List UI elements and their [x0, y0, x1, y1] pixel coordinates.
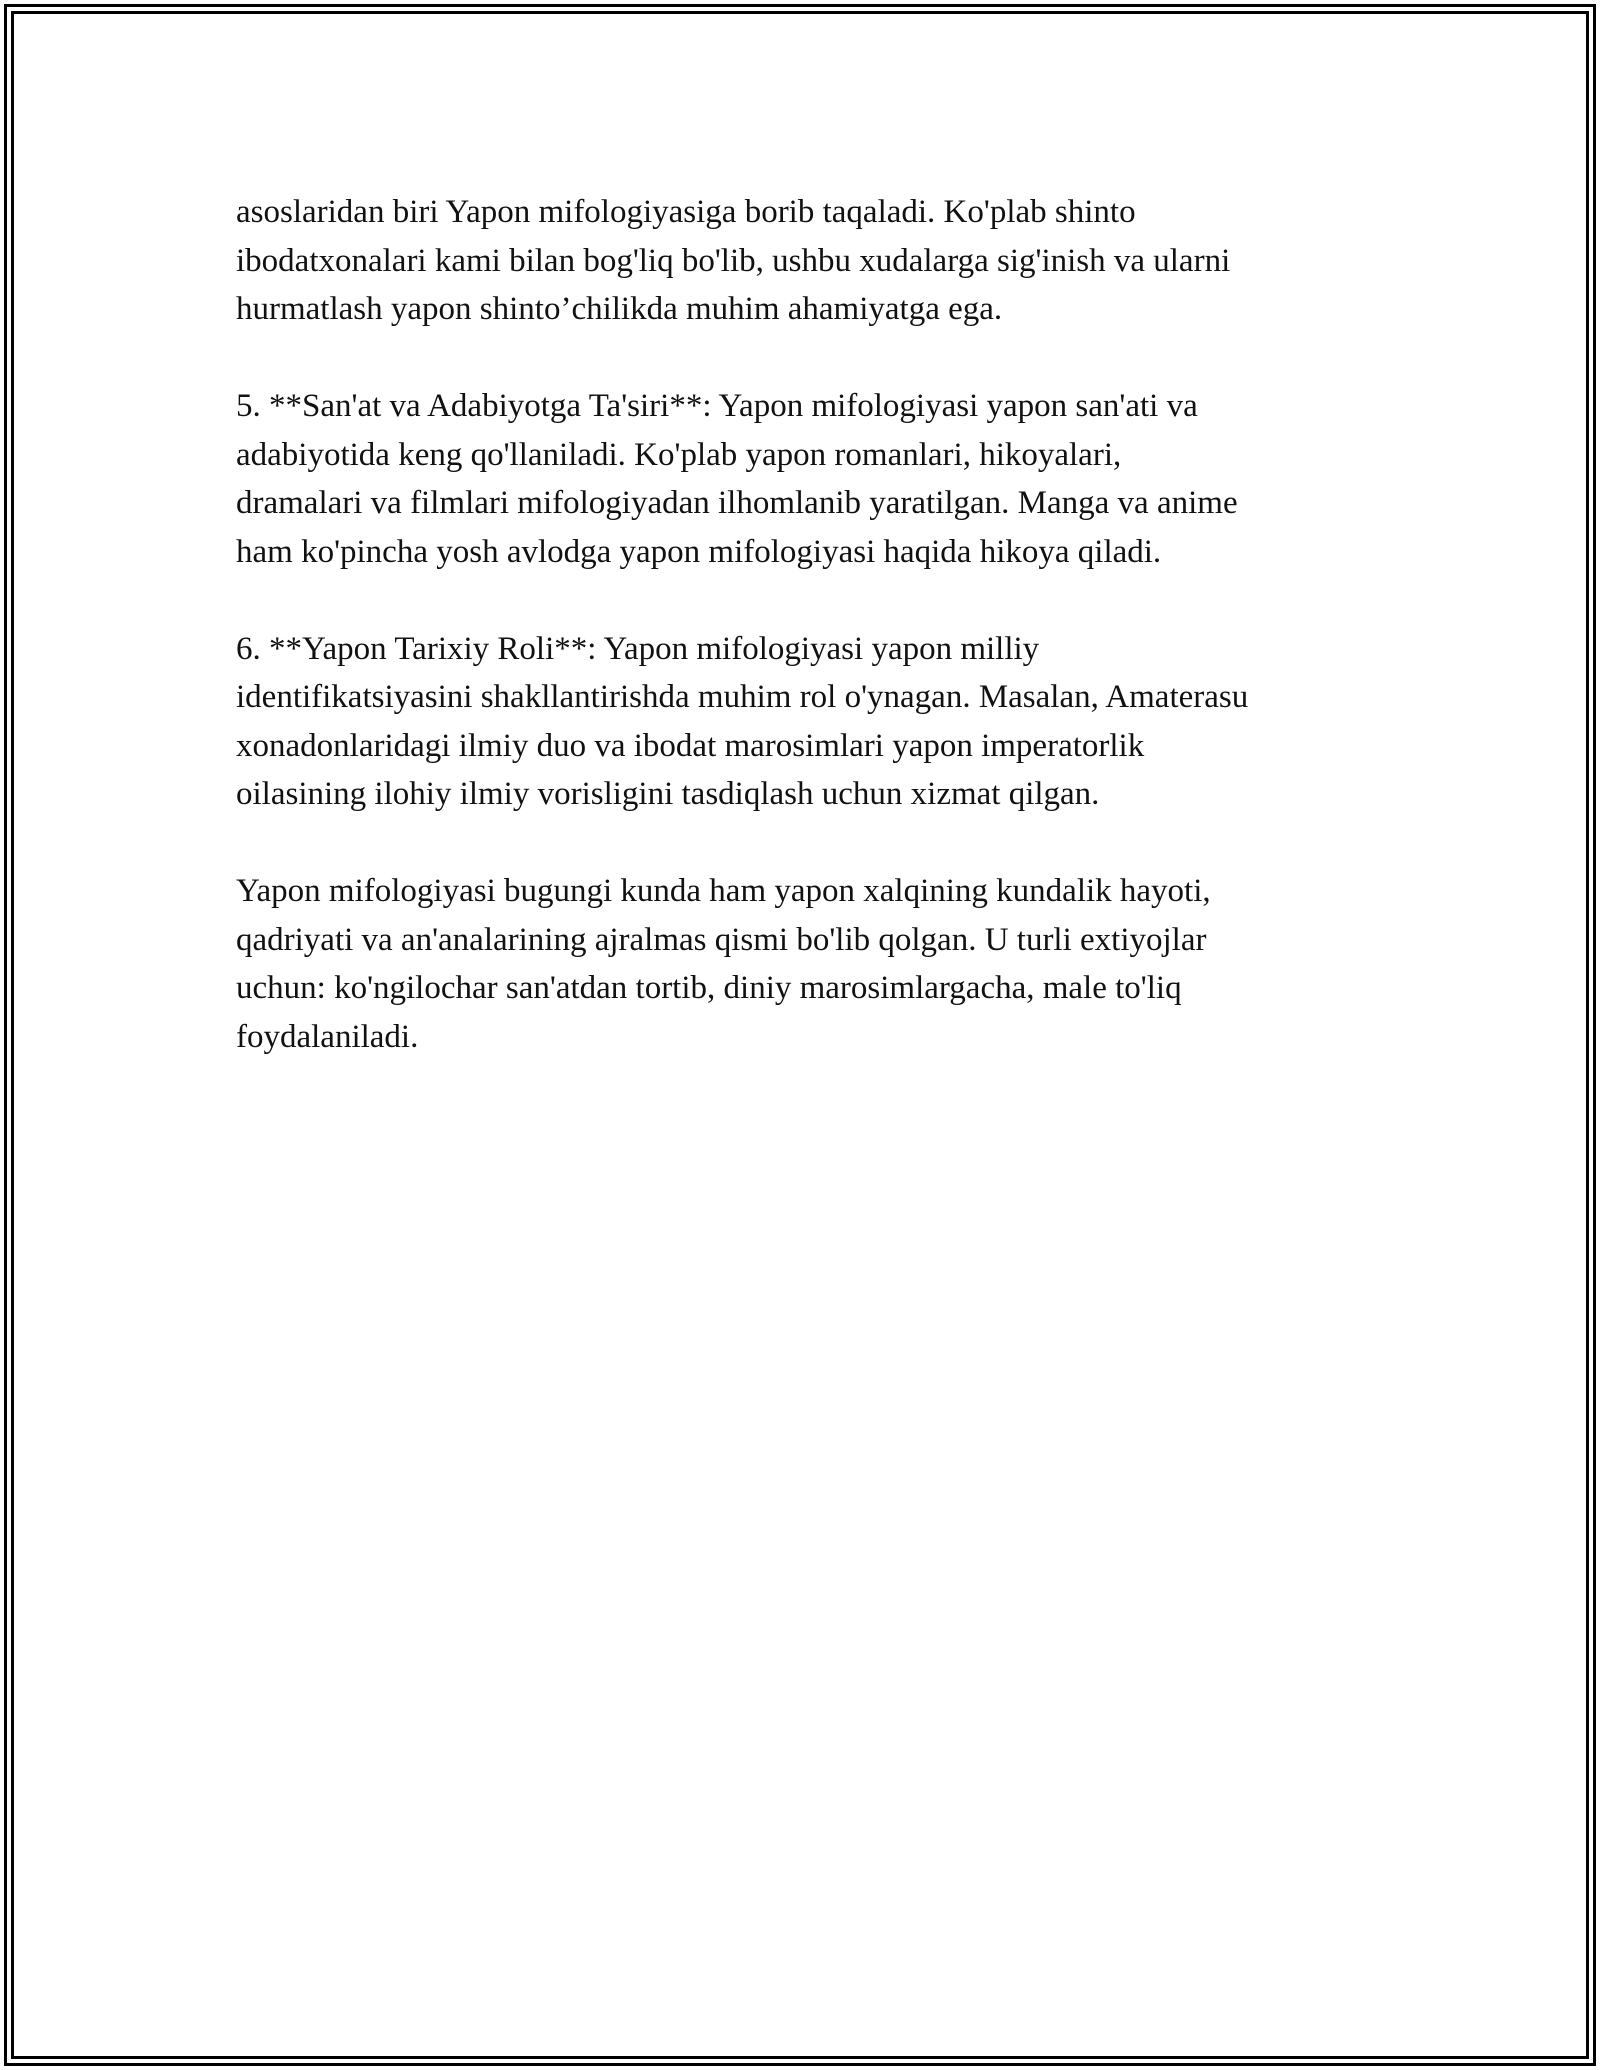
paragraph-art-literature — [236, 382, 1386, 576]
text-line: foydalaniladi. — [236, 1018, 419, 1055]
text-line: ibodatxonalari kami bilan bog'liq bo'lib, ushbu xudalarga sig'inish va ularni — [236, 242, 1231, 279]
text-line: dramalari va filmlari mifologiyadan ilhomlanib yaratilgan. Manga va anime — [236, 485, 1238, 521]
text-line: adabiyotida keng qo'llaniladi. Ko'plab yapon romanlari, hikoyalari, — [236, 436, 1122, 473]
text-line: 6. **Yapon Tarixiy Roli**: Yapon mifologiyasi yapon milliy — [236, 630, 1040, 667]
paragraph-conclusion — [236, 867, 1386, 1061]
text-line: qadriyati va an'analarining ajralmas qismi bo'lib qolgan. U turli extiyojlar — [236, 921, 1207, 958]
text-line: hurmatlash yapon shinto’chilikda muhim ahamiyatga ega. — [236, 291, 1003, 327]
text-line: ham ko'pincha yosh avlodga yapon mifologiyasi haqida hikoya qiladi. — [236, 533, 1162, 570]
text-line: oilasining ilohiy ilmiy vorisligini tasdiqlash uchun xizmat qilgan. — [236, 776, 1100, 812]
text-line: uchun: ko'ngilochar san'atdan tortib, diniy marosimlargacha, male to'liq — [236, 970, 1182, 1006]
text-line: asoslaridan biri Yapon mifologiyasiga borib taqaladi. Ko'plab shinto — [236, 194, 1136, 230]
paragraph-shinto-intro — [236, 188, 1386, 334]
text-line: Yapon mifologiyasi bugungi kunda ham yapon xalqining kundalik hayoti, — [236, 873, 1211, 909]
text-line: xonadonlaridagi ilmiy duo va ibodat marosimlari yapon imperatorlik — [236, 727, 1145, 764]
document-body — [236, 188, 1386, 1110]
text-line: identifikatsiyasini shakllantirishda muhim rol o'ynagan. Masalan, Amaterasu — [236, 679, 1249, 715]
paragraph-historical-role — [236, 625, 1386, 819]
text-line: 5. **San'at va Adabiyotga Ta'siri**: Yapon mifologiyasi yapon san'ati va — [236, 388, 1198, 424]
